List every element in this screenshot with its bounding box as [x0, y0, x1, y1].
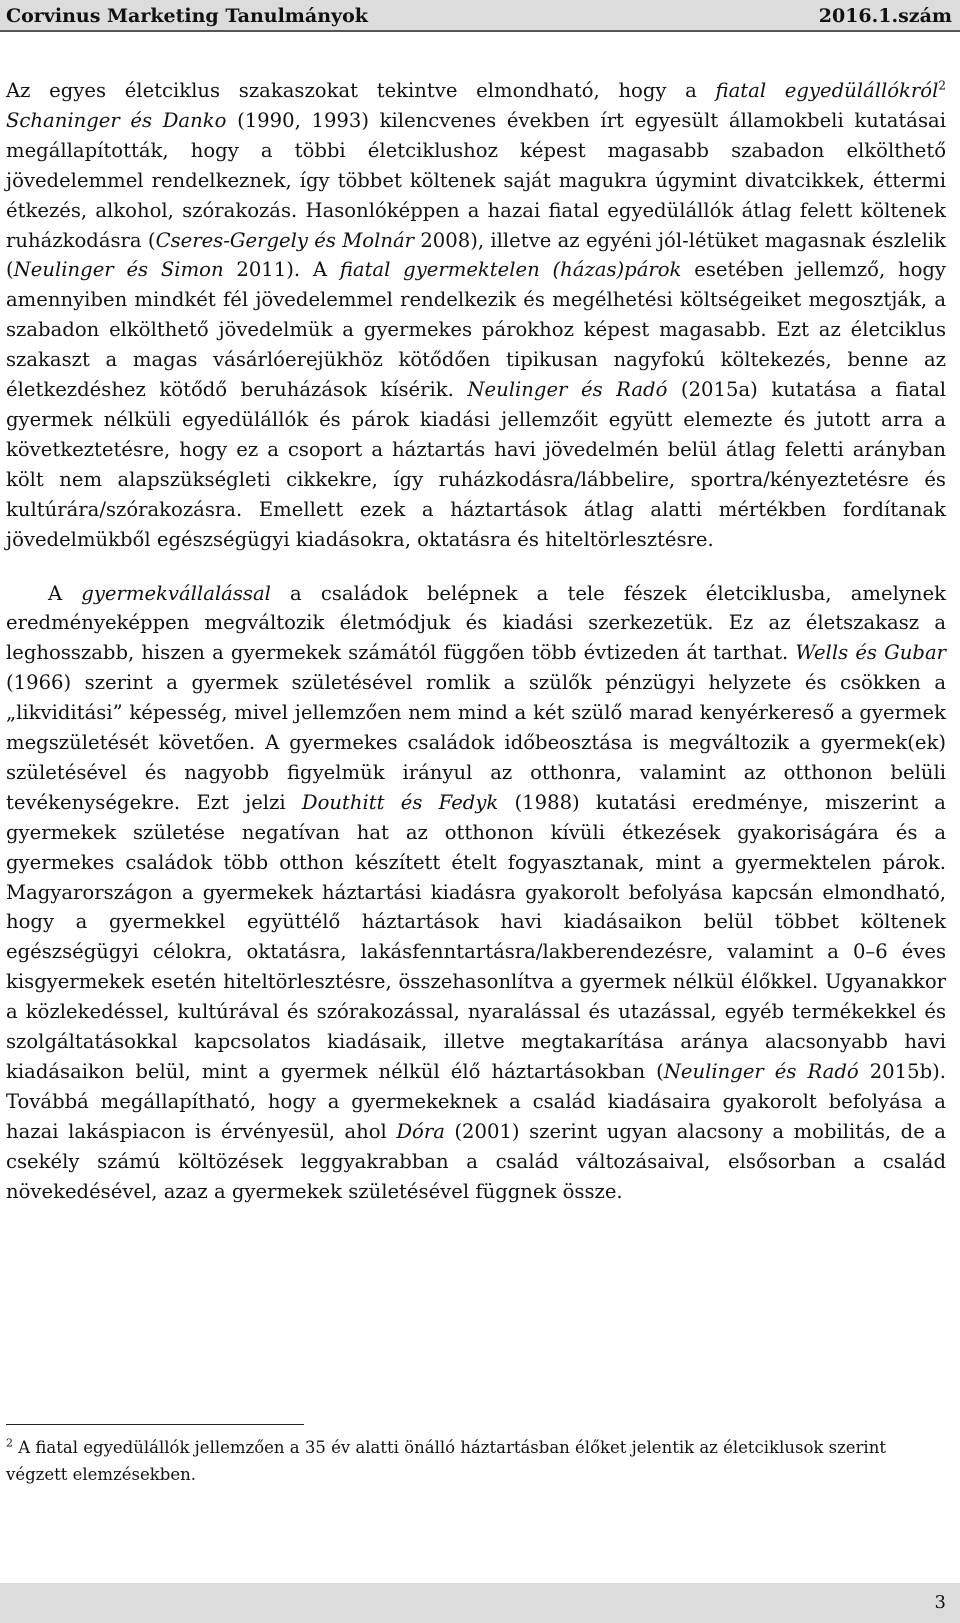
paragraph-2 [6, 579, 946, 1207]
body-text [6, 76, 946, 1207]
footnote-divider [6, 1424, 304, 1425]
text-run: 2011). A [223, 258, 340, 282]
footnote-text: A fiatal egyedülállók jellemzően a 35 év alatti önálló háztartásban élőket jelentik az életciklusok szerint végzett elemzésekben. [6, 1438, 886, 1484]
citation-authors: Cseres-Gergely és Molnár [155, 228, 415, 252]
footnote-number: 2 [6, 1436, 13, 1450]
paragraph-1 [6, 76, 946, 555]
citation-authors: Douthitt és Fedyk [301, 790, 499, 814]
running-header [0, 0, 960, 32]
text-run: 2008), illetve az egyéni jól-létüket magasnak észlelik ( [6, 228, 946, 282]
citation-authors: Schaninger és Danko [6, 108, 227, 132]
text-run: Az egyes életciklus szakaszokat tekintve elmondható, hogy a [6, 79, 716, 102]
citation-authors: Wells és Gubar [795, 641, 946, 665]
text-run: a családok belépnek a tele fészek életciklusba, amelynek eredményeképpen megváltozik életmódjuk és kiadási szerkezetük. Ez az életszakasz a leghosszabb, hiszen a gyermekek számától függően több évtizeden át tarthat. [6, 581, 946, 665]
page-footer [0, 1583, 960, 1623]
emphasis: fiatal gyermektelen (házas)párok [339, 258, 682, 282]
footnote-ref: 2 [938, 78, 946, 93]
footnote [6, 1434, 946, 1488]
page-number: 3 [934, 1592, 946, 1613]
text-run: (1988) kutatási eredménye, miszerint a gyermekek születése negatívan hat az otthonon kívüli étkezések gyakoriságára és a gyermekes családok több otthon készített ételt fogyasztanak, mint a gyermektelen párok. Magyarországon a gyermekek háztartási kiadásra gyakorolt befolyása kapcsán elmondható, hogy a gyermekkel együttélő háztartások havi kiadásaikon belül többet költenek egészségügyi célokra, oktatásra, lakásfenntartásra/lakberendezésre, valamint a 0–6 éves kisgyermekek esetén hiteltörlesztésre, összehasonlítva a gyermek nélkül élőkkel. Ugyanakkor a közlekedéssel, kultúrával és szórakozással, nyaralással és utazással, egyéb termékekkel és szolgáltatásokkal kapcsolatos kiadásaik, illetve megtakarítása aránya alacsonyabb havi kiadásaikon belül, mint a gyermek nélkül élő háztartásokban ( [6, 790, 946, 1083]
citation-authors: Neulinger és Radó [663, 1060, 859, 1083]
text-run: (2001) szerint ugyan alacsony a mobilitás, de a csekély számú költözések leggyakrabban a család változásaival, elsősorban a család növekedésével, azaz a gyermekek születésével függnek össze. [6, 1119, 946, 1203]
text-run: A [48, 581, 82, 605]
emphasis: gyermekvállalással [81, 581, 271, 605]
citation-authors: Dóra [396, 1119, 445, 1143]
text-run: (1990, 1993) kilencvenes években írt egyesült államokbeli kutatásai megállapították, hogy a többi életciklushoz képest magasabb szabadon elkölthető jövedelemmel rendelkeznek, így többet költenek saját magukra úgymint divatcikkek, éttermi étkezés, alkohol, szórakozás. Hasonlóképpen a hazai fiatal egyedülállók átlag felett költenek ruházkodásra ( [6, 108, 946, 252]
text-run: (2015a) kutatása a fiatal gyermek nélküli egyedülállók és párok kiadási jellemzőit együtt elemezte és jutott arra a következtetésre, hogy ez a csoport a háztartás havi jövedelmén belül átlag feletti arányban költ nem alapszükségleti cikkekre, így ruházkodásra/lábbelire, sportra/kényeztetésre és kultúrára/szórakozásra. Emellett ezek a háztartások átlag alatti mértékben fordítanak jövedelmükből egészségügyi kiadásokra, oktatásra és hiteltörlesztésre. [6, 378, 947, 551]
citation-authors: Neulinger és Simon [13, 258, 224, 282]
emphasis: fiatal egyedülállókról [715, 79, 939, 102]
journal-title: Corvinus Marketing Tanulmányok [6, 5, 368, 27]
issue-label: 2016.1.szám [818, 5, 952, 27]
citation-authors: Neulinger és Radó [467, 378, 668, 402]
text-run: (1966) szerint a gyermek születésével romlik a szülők pénzügyi helyzete és csökken a „likviditási” képesség, mivel jellemzően nem mind a két szülő marad kenyérkereső a gyermek megszületését követően. A gyermekes családok időbeosztása is megváltozik a gyermek(ek) születésével és nagyobb figyelmük irányul az otthonra, valamint az otthonon belüli tevékenységekre. Ezt jelzi [6, 671, 946, 814]
text-run: 2015b). Továbbá megállapítható, hogy a gyermekeknek a család kiadásaira gyakorolt befolyása a hazai lakáspiacon is érvényesül, ahol [6, 1060, 946, 1143]
text-run: esetében jellemző, hogy amennyiben mindkét fél jövedelemmel rendelkezik és megélhetési költségeiket megosztják, a szabadon elkölthető jövedelmük a gyermekes párokhoz képest magasabb. Ezt az életciklus szakaszt a magas vásárlóerejükhöz kötődően tipikusan nagyfokú költekezés, benne az életkezdéshez kötődő beruházások kísérik. [6, 258, 947, 402]
